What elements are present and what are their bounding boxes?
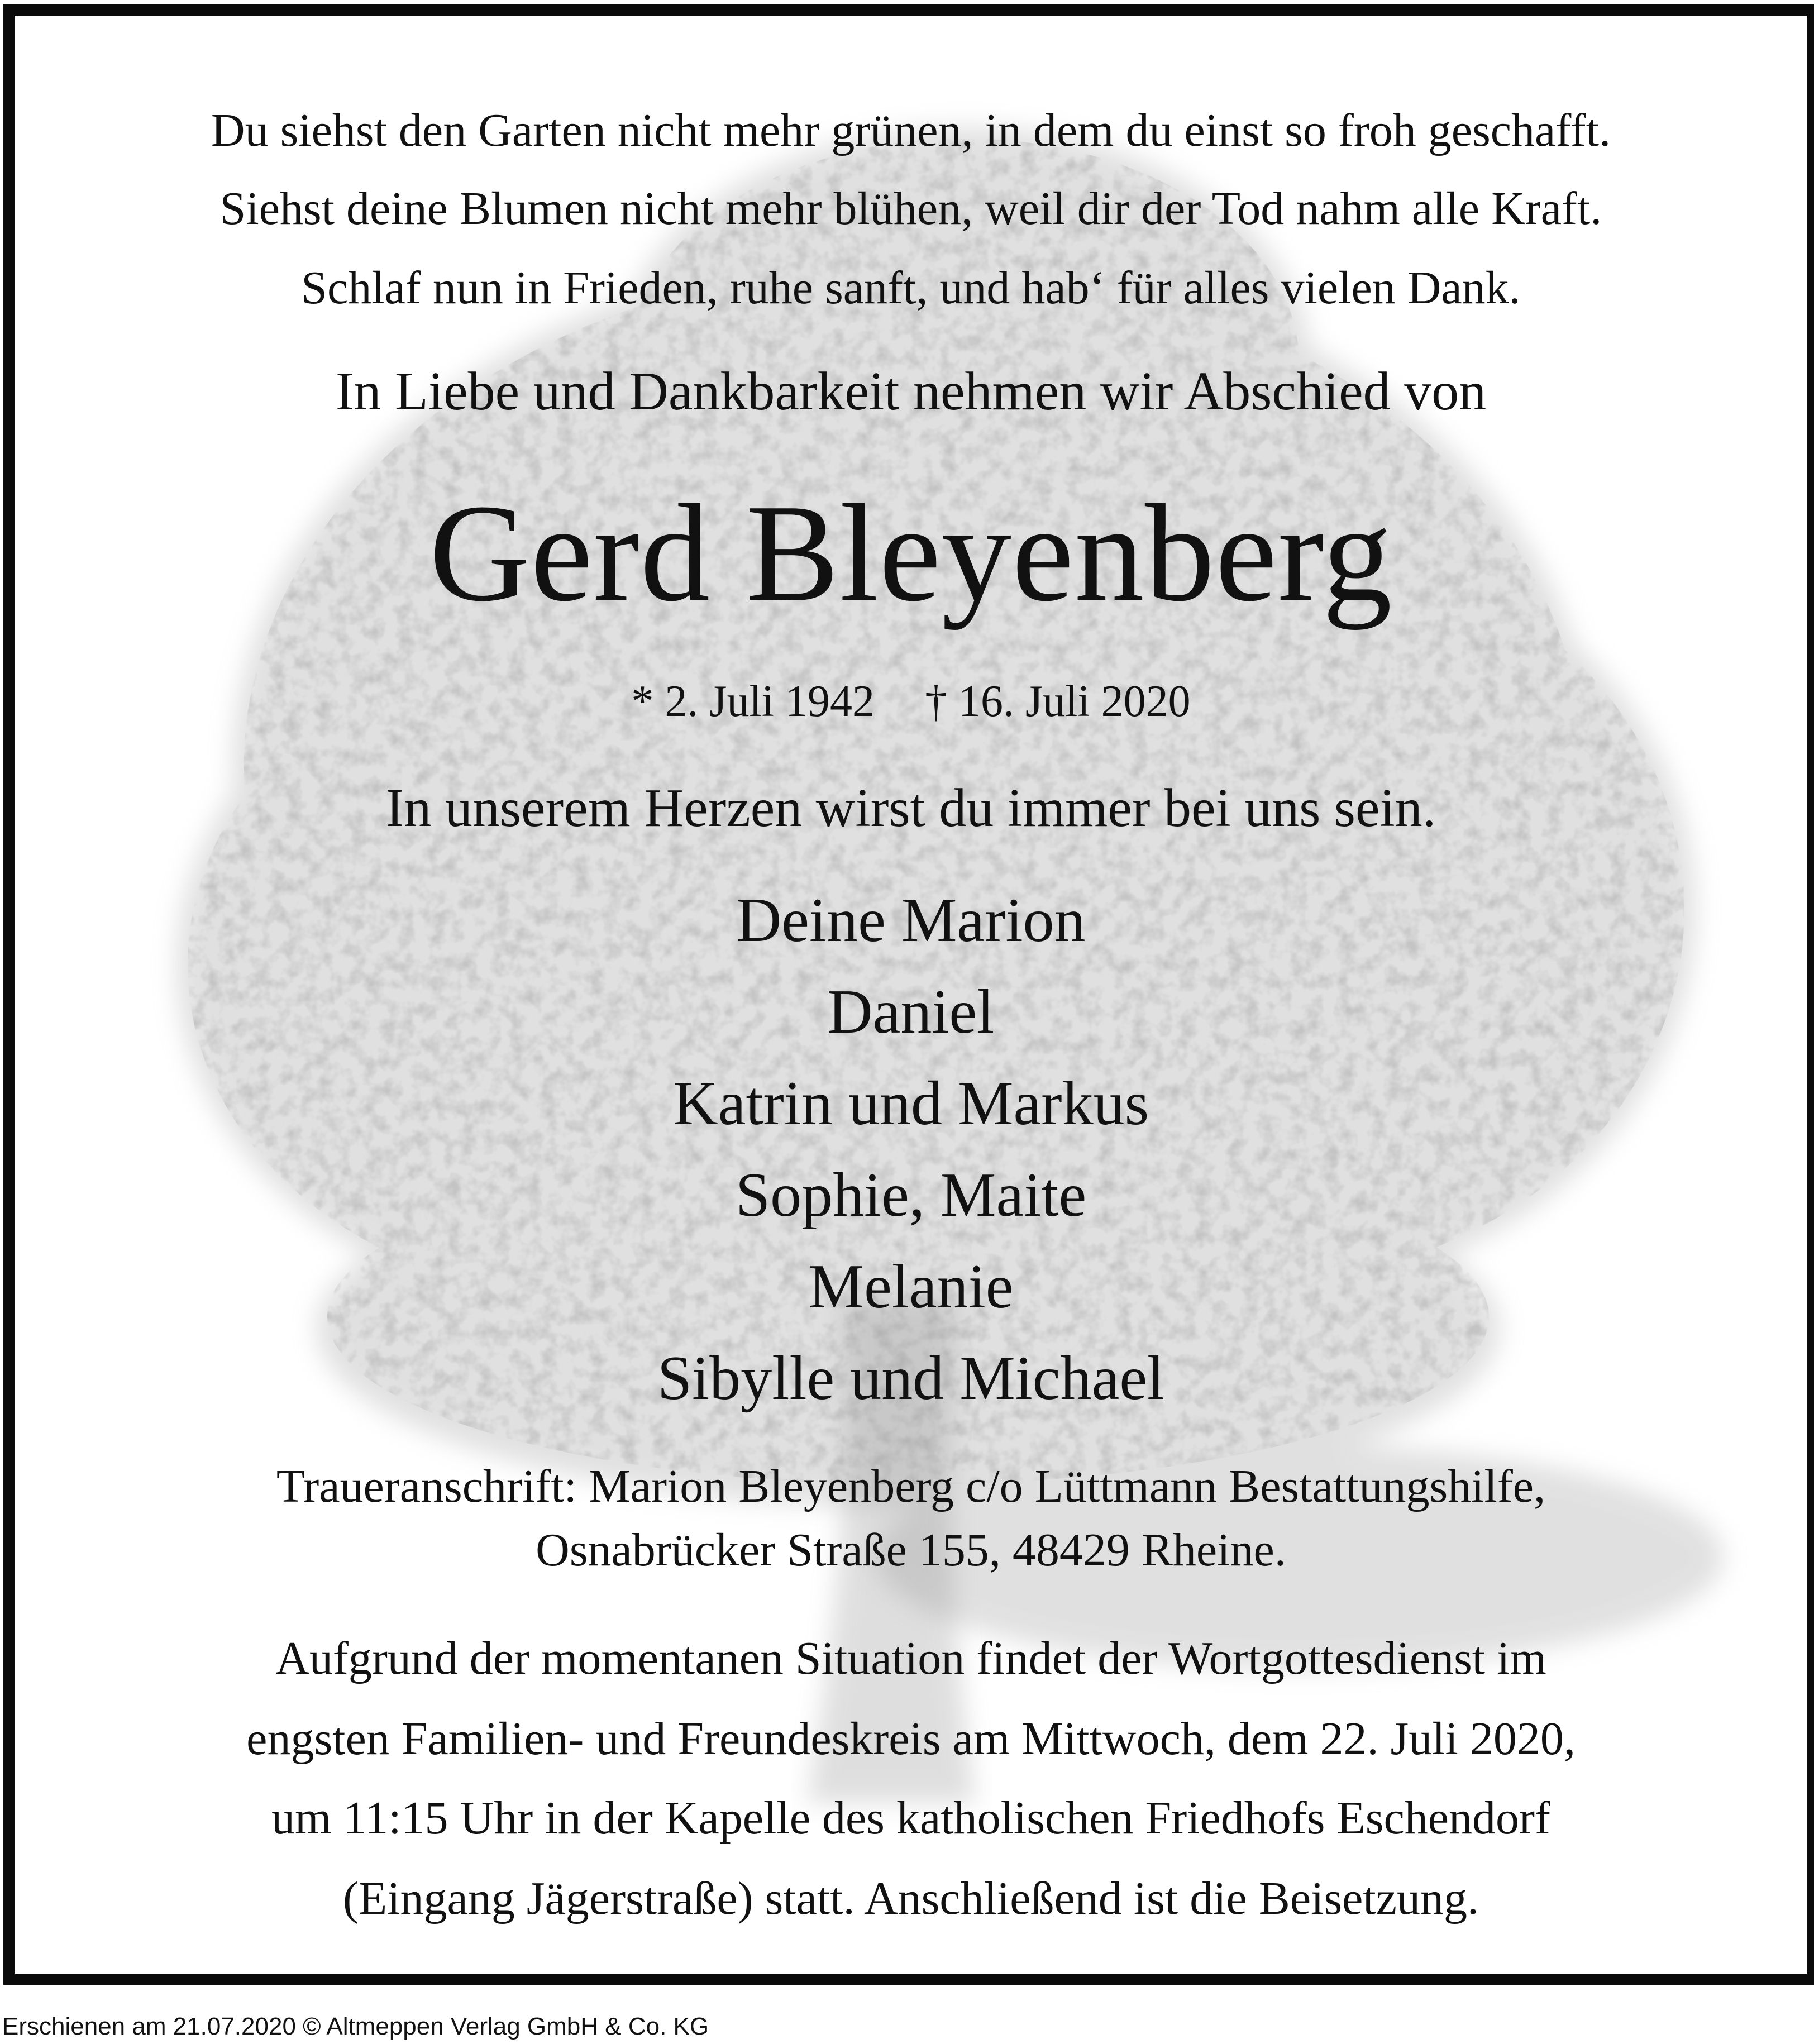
publication-footer: Erschienen am 21.07.2020 © Altmeppen Verlag GmbH & Co. KG bbox=[2, 2013, 709, 2040]
service-notice-line-4: (Eingang Jägerstraße) statt. Anschließend ist die Beisetzung. bbox=[342, 1873, 1479, 1924]
poem-line-1: Du siehst den Garten nicht mehr grünen, in dem du einst so froh geschafft. bbox=[211, 104, 1611, 156]
farewell-intro: In Liebe und Dankbarkeit nehmen wir Abschied von bbox=[335, 361, 1487, 422]
family-member: Melanie bbox=[808, 1252, 1014, 1321]
deceased-name: Gerd Bleyenberg bbox=[429, 476, 1393, 631]
service-notice-line-3: um 11:15 Uhr in der Kapelle des katholischen Friedhofs Eschendorf bbox=[271, 1792, 1550, 1844]
address-line-1: Traueranschrift: Marion Bleyenberg c/o Lüttmann Bestattungshilfe, bbox=[276, 1460, 1546, 1512]
death-date: † 16. Juli 2020 bbox=[925, 677, 1191, 726]
motto: In unserem Herzen wirst du immer bei uns sein. bbox=[385, 778, 1436, 838]
family-member: Katrin und Markus bbox=[672, 1069, 1149, 1138]
family-member: Sibylle und Michael bbox=[657, 1344, 1165, 1413]
poem-line-3: Schlaf nun in Frieden, ruhe sanft, und hab‘ für alles vielen Dank. bbox=[301, 262, 1521, 314]
obituary-content bbox=[15, 16, 1807, 1974]
address-line-2: Osnabrücker Straße 155, 48429 Rheine. bbox=[536, 1524, 1286, 1576]
poem-line-2: Siehst deine Blumen nicht mehr blühen, weil dir der Tod nahm alle Kraft. bbox=[219, 183, 1602, 235]
life-dates bbox=[15, 679, 1807, 724]
birth-date: * 2. Juli 1942 bbox=[631, 677, 875, 726]
family-member: Daniel bbox=[827, 977, 995, 1047]
service-notice-line-2: engsten Familien- und Freundeskreis am Mittwoch, dem 22. Juli 2020, bbox=[246, 1713, 1576, 1765]
family-member: Sophie, Maite bbox=[735, 1161, 1087, 1230]
service-notice-line-1: Aufgrund der momentanen Situation findet der Wortgottesdienst im bbox=[275, 1632, 1546, 1684]
family-member: Deine Marion bbox=[736, 886, 1086, 955]
obituary-frame bbox=[3, 4, 1814, 1985]
